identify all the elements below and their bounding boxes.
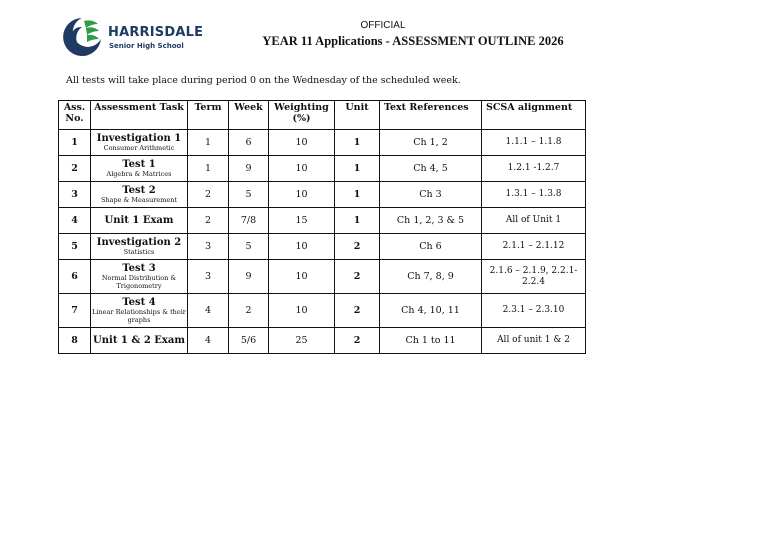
table-header-row <box>59 101 586 130</box>
task-cell <box>91 208 188 234</box>
unit-cell: 2 <box>335 328 380 354</box>
table-row <box>59 156 586 182</box>
header-scsa-alignment: SCSA alignment <box>482 101 586 130</box>
scsa-alignment-cell: 2.1.6 – 2.1.9, 2.2.1-2.2.4 <box>482 260 586 294</box>
unit-cell: 2 <box>335 294 380 328</box>
task-cell <box>91 156 188 182</box>
weighting-cell: 25 <box>269 328 335 354</box>
ass-no-cell: 7 <box>59 294 91 328</box>
weighting-cell: 10 <box>269 182 335 208</box>
table-row <box>59 328 586 354</box>
ass-no-cell: 6 <box>59 260 91 294</box>
table-row <box>59 234 586 260</box>
term-cell: 3 <box>188 260 229 294</box>
header-task: Assessment Task <box>91 101 188 130</box>
task-subtitle: Statistics <box>123 247 155 256</box>
classification-text: OFFICIAL <box>360 20 406 31</box>
text-references-cell: Ch 3 <box>380 182 482 208</box>
term-cell: 1 <box>188 130 229 156</box>
weighting-cell: 10 <box>269 294 335 328</box>
term-cell: 4 <box>188 328 229 354</box>
assessment-table <box>58 100 586 354</box>
term-cell: 1 <box>188 156 229 182</box>
task-name: Unit 1 & 2 Exam <box>93 334 185 346</box>
school-logo <box>60 15 210 59</box>
text-references-cell: Ch 1, 2, 3 & 5 <box>380 208 482 234</box>
week-cell: 9 <box>229 260 269 294</box>
text-references-cell: Ch 1, 2 <box>380 130 482 156</box>
task-name: Investigation 2 <box>96 236 182 248</box>
weighting-cell: 10 <box>269 260 335 294</box>
text-references-cell: Ch 1 to 11 <box>380 328 482 354</box>
intro-text: All tests will take place during period 0 on the Wednesday of the scheduled week. <box>66 75 461 86</box>
task-cell <box>91 260 188 294</box>
table-row <box>59 294 586 328</box>
task-name: Test 1 <box>122 158 156 170</box>
header-week: Week <box>229 101 269 130</box>
week-cell: 9 <box>229 156 269 182</box>
task-subtitle: Shape & Measurement <box>100 195 178 204</box>
table-row <box>59 182 586 208</box>
ass-no-cell: 2 <box>59 156 91 182</box>
ass-no-cell: 8 <box>59 328 91 354</box>
scsa-alignment-cell: 1.3.1 – 1.3.8 <box>482 182 586 208</box>
week-cell: 7/8 <box>229 208 269 234</box>
ass-no-cell: 4 <box>59 208 91 234</box>
task-name: Unit 1 Exam <box>104 214 174 226</box>
week-cell: 5 <box>229 182 269 208</box>
header-text-references: Text References <box>380 101 482 130</box>
header-weighting: Weighting (%) <box>269 101 335 130</box>
ass-no-cell: 3 <box>59 182 91 208</box>
task-name: Test 4 <box>122 297 156 309</box>
school-crest-icon <box>60 15 104 59</box>
document-title-text: YEAR 11 Applications - ASSESSMENT OUTLINE 2026 <box>262 34 564 48</box>
scsa-alignment-cell: All of Unit 1 <box>482 208 586 234</box>
unit-cell: 1 <box>335 156 380 182</box>
weighting-cell: 15 <box>269 208 335 234</box>
task-cell <box>91 328 188 354</box>
task-subtitle: Consumer Arithmetic <box>103 143 175 152</box>
task-subtitle: Algebra & Matrices <box>106 169 172 178</box>
header-ass-no: Ass. No. <box>59 101 91 130</box>
unit-cell: 1 <box>335 130 380 156</box>
header-unit: Unit <box>335 101 380 130</box>
scsa-alignment-cell: All of unit 1 & 2 <box>482 328 586 354</box>
weighting-cell: 10 <box>269 130 335 156</box>
task-name: Test 2 <box>122 184 156 196</box>
task-subtitle: Linear Relationships & their graphs <box>92 308 186 324</box>
ass-no-cell: 5 <box>59 234 91 260</box>
term-cell: 2 <box>188 208 229 234</box>
task-cell <box>91 182 188 208</box>
weighting-cell: 10 <box>269 234 335 260</box>
school-name: HARRISDALE <box>108 25 204 40</box>
header-term: Term <box>188 101 229 130</box>
task-cell <box>91 234 188 260</box>
table-row <box>59 208 586 234</box>
weighting-cell: 10 <box>269 156 335 182</box>
week-cell: 2 <box>229 294 269 328</box>
week-cell: 5 <box>229 234 269 260</box>
week-cell: 5/6 <box>229 328 269 354</box>
table-row <box>59 260 586 294</box>
unit-cell: 1 <box>335 208 380 234</box>
task-name: Investigation 1 <box>96 132 182 144</box>
unit-cell: 2 <box>335 260 380 294</box>
term-cell: 2 <box>188 182 229 208</box>
task-cell <box>91 294 188 328</box>
text-references-cell: Ch 4, 10, 11 <box>380 294 482 328</box>
ass-no-cell: 1 <box>59 130 91 156</box>
scsa-alignment-cell: 1.1.1 – 1.1.8 <box>482 130 586 156</box>
text-references-cell: Ch 6 <box>380 234 482 260</box>
task-cell <box>91 130 188 156</box>
task-name: Test 3 <box>122 263 156 275</box>
week-cell: 6 <box>229 130 269 156</box>
scsa-alignment-cell: 1.2.1 -1.2.7 <box>482 156 586 182</box>
task-subtitle: Normal Distribution & Trigonometry <box>101 274 177 290</box>
scsa-alignment-cell: 2.3.1 – 2.3.10 <box>482 294 586 328</box>
text-references-cell: Ch 4, 5 <box>380 156 482 182</box>
term-cell: 4 <box>188 294 229 328</box>
term-cell: 3 <box>188 234 229 260</box>
unit-cell: 1 <box>335 182 380 208</box>
school-subtitle: Senior High School <box>109 42 184 50</box>
text-references-cell: Ch 7, 8, 9 <box>380 260 482 294</box>
scsa-alignment-cell: 2.1.1 – 2.1.12 <box>482 234 586 260</box>
table-row <box>59 130 586 156</box>
unit-cell: 2 <box>335 234 380 260</box>
